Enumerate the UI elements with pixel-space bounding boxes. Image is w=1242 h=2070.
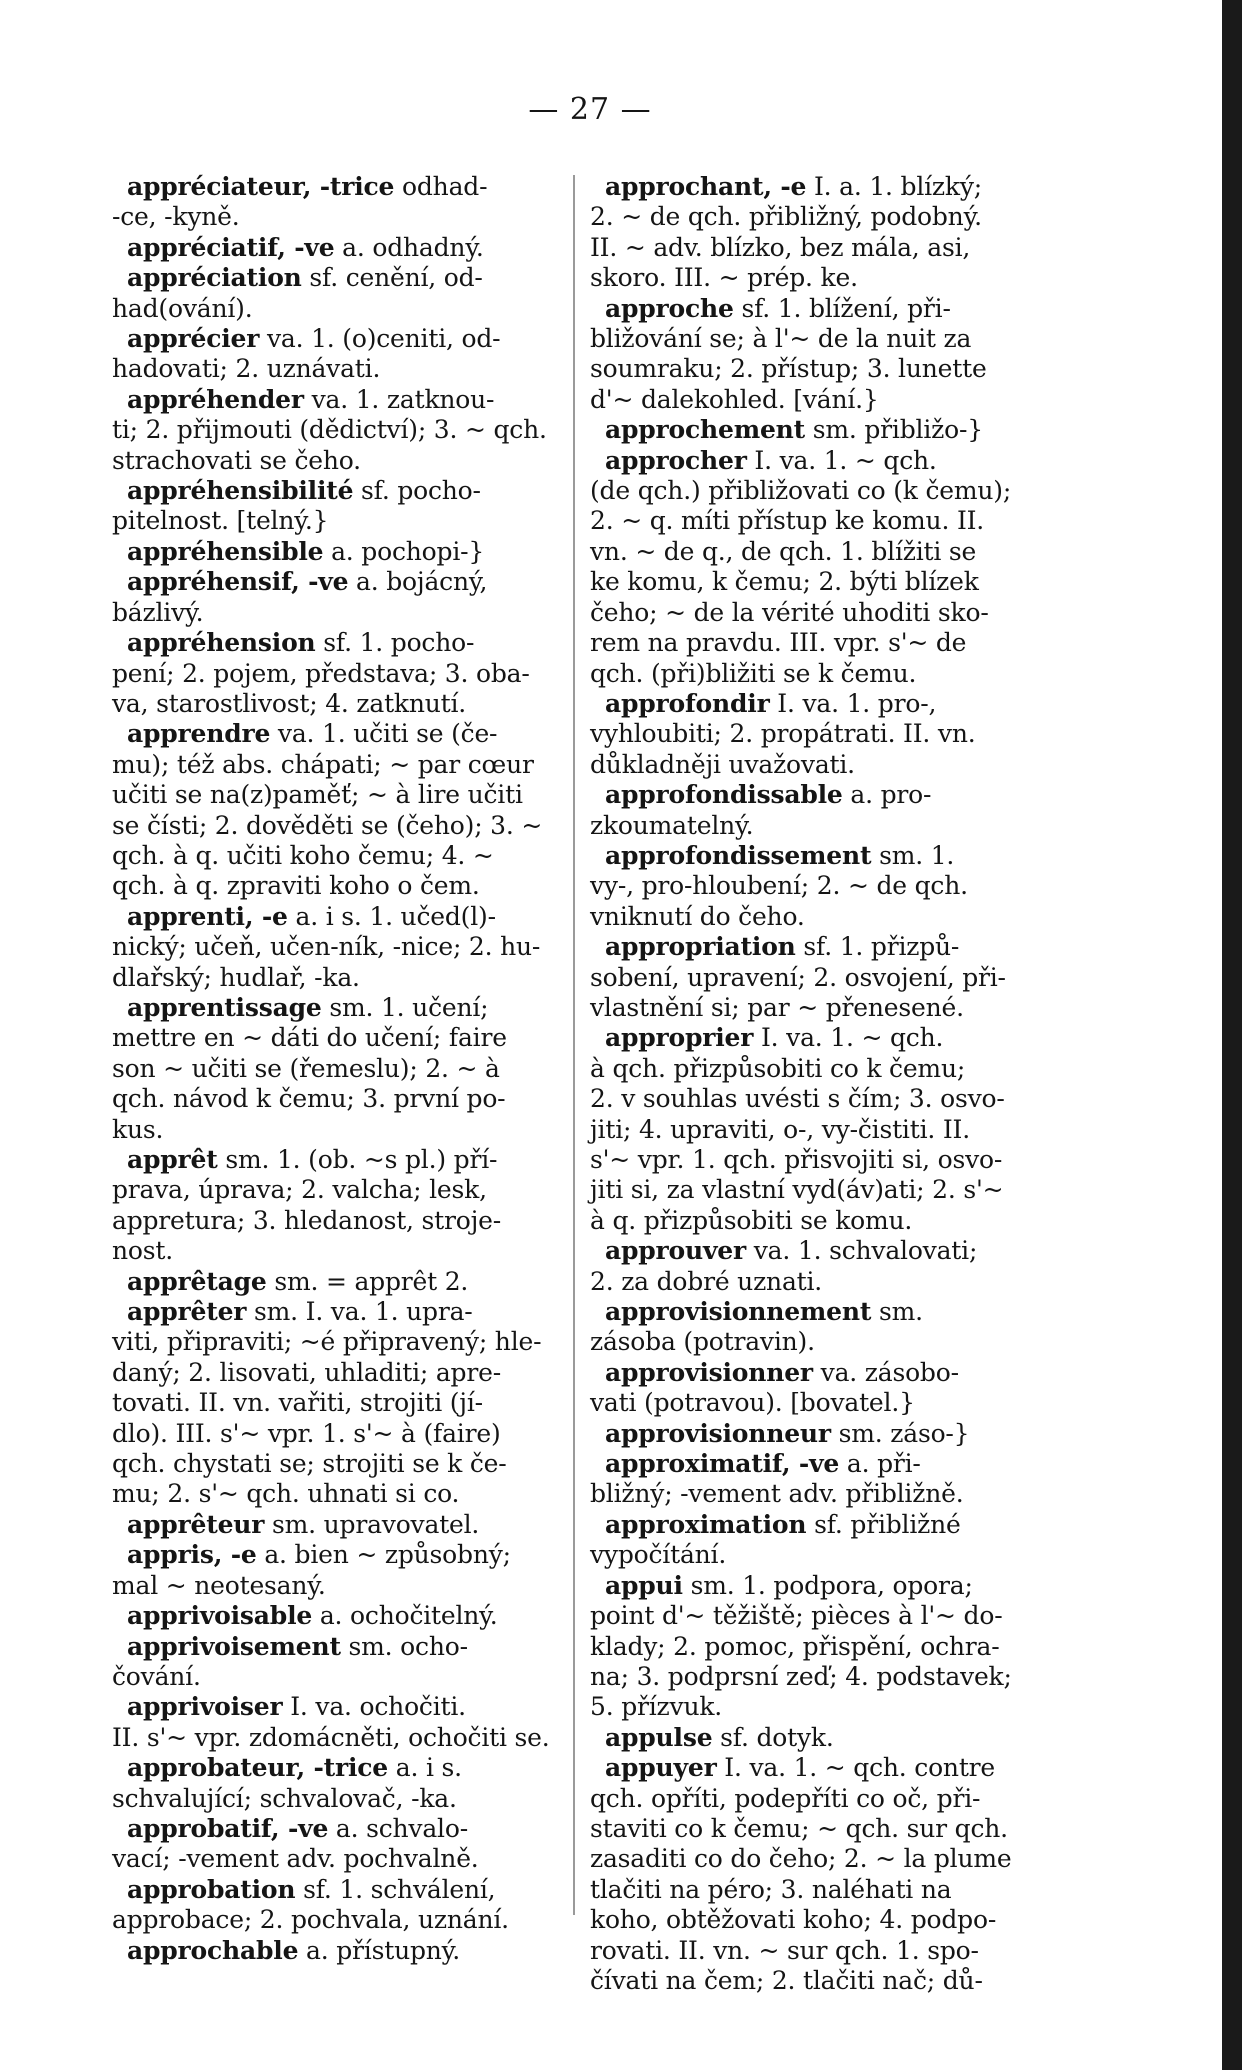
- dictionary-entry: [590, 415, 1068, 445]
- entry-headword: apprenti, -e: [127, 901, 288, 931]
- dictionary-entry: [112, 993, 560, 1145]
- entry-headword: approximatif, -ve: [605, 1449, 840, 1479]
- entry-definition: I. va. 1. pro-, vyhloubiti; 2. propátrati. II. vn. důkladněji uvažovati.: [590, 688, 976, 779]
- entry-definition: sm. 1. podpora, opora; point d'~ těžiště; pièces à l'~ do- klady; 2. pomoc, přispění, ochra- na; 3. podprsní zeď; 4. podstavek; 5. přízvuk.: [590, 1570, 1012, 1722]
- entry-definition: sf. 1. schválení, approbace; 2. pochvala, uznání.: [112, 1874, 509, 1935]
- entry-headword: appréhensible: [127, 536, 324, 566]
- dictionary-entry: [112, 1540, 560, 1601]
- dictionary-entry: [112, 537, 560, 567]
- entry-headword: appris, -e: [127, 1540, 257, 1570]
- dictionary-entry: [590, 1023, 1068, 1236]
- entry-headword: apprendre: [127, 719, 271, 749]
- dictionary-entry: [590, 1753, 1068, 1996]
- entry-definition: va. 1. (o)ceniti, od- hadovati; 2. uznávati.: [112, 324, 501, 384]
- entry-headword: approchement: [605, 415, 805, 445]
- entry-definition: sm. 1. (ob. ~s pl.) pří- prava, úprava; 2. valcha; lesk, appretura; 3. hledanost, stroje- nost.: [112, 1145, 502, 1266]
- dictionary-entry: [112, 567, 560, 628]
- entry-definition: a. pochopi-}: [323, 536, 485, 566]
- entry-definition: sm. přibližo-}: [805, 415, 983, 445]
- entry-definition: va. 1. učiti se (če- mu); též abs. chápati; ~ par cœur učiti se na(z)paměť; ~ à lire učiti se čísti; 2. dověděti se (čeho); 3. ~ qch. à q. učiti koho čemu; 4. ~ qch. à q. zpraviti koho o čem.: [112, 719, 543, 901]
- entry-definition: a. i s. schvalující; schvalovač, -ka.: [112, 1753, 462, 1813]
- entry-headword: apprêtage: [127, 1266, 267, 1296]
- dictionary-entry: [590, 1723, 1068, 1753]
- entry-definition: sm. upravovatel.: [264, 1509, 480, 1539]
- entry-headword: approvisionner: [605, 1357, 813, 1387]
- entry-definition: sf. pocho- pitelnost. [telný.}: [112, 476, 481, 536]
- dictionary-entry: [112, 1267, 560, 1297]
- entry-definition: a. pro- zkoumatelný.: [590, 780, 932, 840]
- entry-definition: odhad- -ce, -kyně.: [112, 172, 488, 232]
- left-column: [112, 172, 560, 1966]
- entry-definition: sf. 1. blížení, při- bližování se; à l'~ de la nuit za soumraku; 2. přístup; 3. lunette d'~ dalekohled. [vání.}: [590, 293, 987, 414]
- entry-definition: sm. zásoba (potravin).: [590, 1297, 923, 1357]
- dictionary-entry: [112, 902, 560, 993]
- dictionary-entry: [590, 1510, 1068, 1571]
- entry-headword: approchant, -e: [605, 172, 807, 201]
- dictionary-entry: [112, 1753, 560, 1814]
- entry-definition: a. při- bližný; -vement adv. přibližně.: [590, 1449, 964, 1509]
- entry-definition: a. odhadný.: [334, 232, 484, 262]
- page-number: — 27 —: [528, 92, 652, 127]
- entry-headword: appropriation: [605, 932, 796, 962]
- entry-headword: apprêteur: [127, 1509, 265, 1539]
- entry-definition: a. i s. 1. učed(l)- nický; učeň, učen-ník, -nice; 2. hu- dlařský; hudlař, -ka.: [112, 901, 541, 992]
- entry-definition: I. va. 1. ~ qch. (de qch.) přibližovati co (k čemu); 2. ~ q. míti přístup ke komu. II. vn. ~ de q., de qch. 1. blížiti se ke komu, k čemu; 2. býti blízek čeho; ~ de la vérité uhoditi sko- rem na pravdu. III. vpr. s'~ de qch. (při)bližiti se k čemu.: [590, 445, 1012, 688]
- dictionary-entry: [112, 628, 560, 719]
- dictionary-entry: [112, 719, 560, 901]
- dictionary-entry: [112, 1936, 560, 1966]
- entry-headword: approbatif, -ve: [127, 1813, 329, 1843]
- entry-headword: approfondir: [605, 688, 770, 718]
- entry-headword: approchable: [127, 1935, 299, 1965]
- dictionary-entry: [112, 1875, 560, 1936]
- dictionary-entry: [112, 172, 560, 233]
- entry-headword: appréhender: [127, 384, 304, 414]
- scan-edge: [1222, 0, 1242, 2070]
- entry-definition: sm. ocho- čování.: [112, 1631, 468, 1691]
- dictionary-entry: [590, 1236, 1068, 1297]
- right-column: [590, 172, 1068, 1996]
- dictionary-entry: [590, 1419, 1068, 1449]
- dictionary-entry: [112, 1692, 560, 1753]
- entry-headword: approbation: [127, 1874, 296, 1904]
- entry-headword: approche: [605, 293, 734, 323]
- dictionary-entry: [590, 1449, 1068, 1510]
- entry-headword: approvisionnement: [605, 1297, 872, 1327]
- dictionary-entry: [112, 1814, 560, 1875]
- dictionary-entry: [112, 233, 560, 263]
- dictionary-entry: [112, 263, 560, 324]
- entry-headword: appréhensibilité: [127, 476, 354, 506]
- entry-definition: va. 1. schvalovati; 2. za dobré uznati.: [590, 1236, 978, 1296]
- entry-headword: approuver: [605, 1236, 746, 1266]
- entry-definition: a. bien ~ způsobný; mal ~ neotesaný.: [112, 1540, 511, 1600]
- dictionary-entry: [590, 446, 1068, 689]
- entry-headword: approcher: [605, 445, 747, 475]
- entry-headword: approprier: [605, 1023, 754, 1053]
- entry-definition: sm. = apprêt 2.: [266, 1266, 469, 1296]
- dictionary-entry: [112, 1145, 560, 1267]
- entry-definition: a. schvalo- vací; -vement adv. pochvalně.: [112, 1813, 479, 1874]
- entry-definition: va. 1. zatknou- ti; 2. přijmouti (dědictví); 3. ~ qch. strachovati se čeho.: [112, 384, 547, 475]
- entry-headword: apprivoiser: [127, 1692, 283, 1722]
- entry-definition: va. zásobo- vati (potravou). [bovatel.}: [590, 1357, 959, 1418]
- entry-headword: approfondissable: [605, 780, 843, 810]
- entry-headword: apprivoisable: [127, 1601, 313, 1631]
- entry-definition: sm. záso-}: [830, 1418, 970, 1448]
- entry-headword: appréciation: [127, 263, 302, 293]
- entry-headword: appréhensif, -ve: [127, 567, 349, 597]
- entry-definition: I. a. 1. blízký; 2. ~ de qch. přibližný, podobný. II. ~ adv. blízko, bez mála, asi, skoro. III. ~ prép. ke.: [590, 172, 982, 293]
- entry-headword: apprécier: [127, 324, 260, 354]
- entry-definition: sf. 1. přizpů- sobení, upravení; 2. osvojení, při- vlastnění si; par ~ přenesené.: [590, 932, 1006, 1022]
- entry-definition: sm. I. va. 1. upra- viti, připraviti; ~é připravený; hle- daný; 2. lisovati, uhladiti; apre- tovati. II. vn. vařiti, strojiti (jí- dlo). III. s'~ vpr. 1. s'~ à (faire) qch. chystati se; strojiti se k če- mu; 2. s'~ qch. uhnati si co.: [112, 1297, 542, 1509]
- entry-headword: apprentissage: [127, 992, 322, 1022]
- entry-definition: a. ochočitelný.: [312, 1601, 498, 1631]
- dictionary-entry: [590, 932, 1068, 1023]
- entry-definition: sf. přibližné vypočítání.: [590, 1509, 961, 1570]
- entry-headword: apprêt: [127, 1145, 218, 1174]
- entry-definition: sm. 1. vy-, pro-hloubení; 2. ~ de qch. vniknutí do čeho.: [590, 840, 968, 931]
- entry-headword: appuyer: [605, 1753, 717, 1783]
- entry-definition: I. va. ochočiti. II. s'~ vpr. zdomácněti, ochočiti se.: [112, 1692, 550, 1752]
- dictionary-entry: [590, 1571, 1068, 1723]
- entry-headword: approbateur, -trice: [127, 1753, 388, 1783]
- dictionary-entry: [112, 1632, 560, 1693]
- entry-definition: I. va. 1. ~ qch. contre qch. opříti, podepříti co oč, při- staviti co k čemu; ~ qch. sur qch. zasaditi co do čeho; 2. ~ la plume tlačiti na péro; 3. naléhati na koho, obtěžovati koho; 4. podpo- rovati. II. vn. ~ sur qch. 1. spo- čívati na čem; 2. tlačiti nač; dů-: [590, 1753, 1012, 1995]
- dictionary-entry: [590, 780, 1068, 841]
- dictionary-entry: [590, 294, 1068, 416]
- entry-definition: sf. dotyk.: [712, 1722, 834, 1752]
- dictionary-entry: [590, 1358, 1068, 1419]
- dictionary-entry: [590, 1297, 1068, 1358]
- entry-definition: sf. cenění, od- had(ování).: [112, 263, 483, 323]
- column-divider: [573, 175, 575, 1915]
- dictionary-entry: [112, 1601, 560, 1631]
- entry-headword: approvisionneur: [605, 1418, 831, 1448]
- dictionary-entry: [590, 689, 1068, 780]
- entry-definition: a. bojácný, bázlivý.: [112, 567, 488, 627]
- dictionary-entry: [112, 385, 560, 476]
- entry-headword: approfondissement: [605, 840, 872, 870]
- dictionary-entry: [112, 324, 560, 385]
- entry-headword: apprivoisement: [127, 1631, 341, 1661]
- entry-definition: sm. 1. učení; mettre en ~ dáti do učení; faire son ~ učiti se (řemeslu); 2. ~ à qch. návod k čemu; 3. první po- kus.: [112, 992, 507, 1144]
- entry-headword: approximation: [605, 1509, 807, 1539]
- dictionary-entry: [590, 172, 1068, 294]
- entry-headword: appréciatif, -ve: [127, 232, 335, 262]
- dictionary-entry: [112, 1510, 560, 1540]
- entry-headword: appulse: [605, 1722, 713, 1752]
- dictionary-entry: [112, 1297, 560, 1510]
- entry-headword: apprêter: [127, 1297, 247, 1327]
- entry-headword: appréciateur, -trice: [127, 172, 395, 201]
- entry-definition: sf. 1. pocho- pení; 2. pojem, představa; 3. oba- va, starostlivost; 4. zatknutí.: [112, 628, 530, 718]
- entry-headword: appréhension: [127, 628, 316, 658]
- entry-definition: I. va. 1. ~ qch. à qch. přizpůsobiti co k čemu; 2. v souhlas uvésti s čím; 3. osvo- jiti; 4. upraviti, o-, vy-čistiti. II. s'~ vpr. 1. qch. přisvojiti si, osvo- jiti si, za vlastní vyd(áv)ati; 2. s'~ à q. přizpůsobiti se komu.: [590, 1023, 1005, 1235]
- entry-headword: appui: [605, 1570, 683, 1600]
- dictionary-entry: [590, 841, 1068, 932]
- dictionary-entry: [112, 476, 560, 537]
- entry-definition: a. přístupný.: [298, 1935, 461, 1965]
